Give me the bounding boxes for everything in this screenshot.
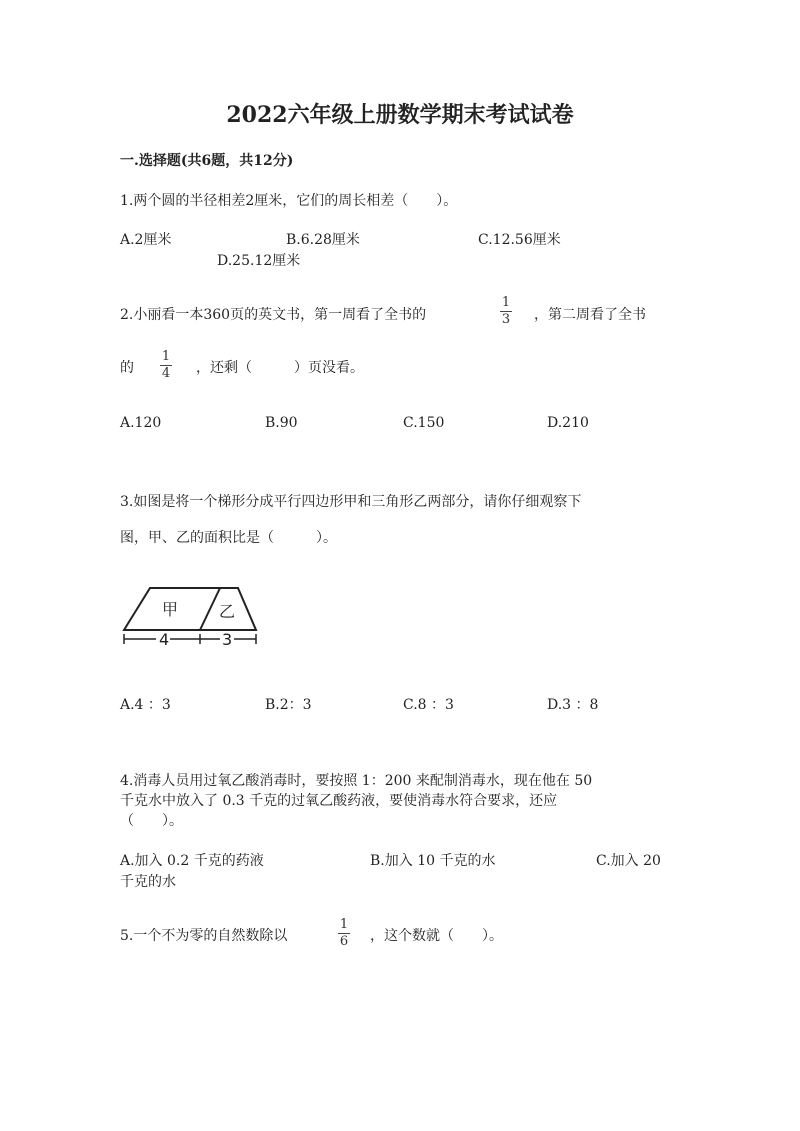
fraction-denominator: 3 xyxy=(501,312,511,327)
q2-fraction-2 xyxy=(160,350,172,381)
question-1-text: 1.两个圆的半径相差2厘米，它们的周长相差（ ）。 xyxy=(120,193,458,209)
question-2-line2-start: 的 xyxy=(120,360,134,376)
q3-option-a: A.4 ：3 xyxy=(120,697,171,713)
q3-option-d: D.3 ：8 xyxy=(547,697,599,713)
fraction-numerator: 1 xyxy=(501,295,511,310)
question-5-start: 5.一个不为零的自然数除以 xyxy=(120,928,288,944)
q3-option-b: B.2：3 xyxy=(265,697,312,713)
question-4-line3: （ ）。 xyxy=(120,813,183,829)
trapezoid-figure xyxy=(120,582,265,652)
question-2-line1-start: 2.小丽看一本360页的英文书，第一周看了全书的 xyxy=(120,307,427,323)
q2-option-a: A.120 xyxy=(120,415,162,431)
question-2-line1-end: ，第二周看了全书 xyxy=(534,307,646,323)
trapezoid-outline xyxy=(124,588,256,630)
fraction-denominator: 4 xyxy=(161,366,171,381)
question-3-line1: 3.如图是将一个梯形分成平行四边形甲和三角形乙两部分，请你仔细观察下 xyxy=(120,494,582,510)
fraction-numerator: 1 xyxy=(161,349,171,364)
question-2-line2-end: ，还剩（ ）页没看。 xyxy=(196,360,364,376)
fraction-numerator: 1 xyxy=(339,917,349,932)
question-3-line2: 图，甲、乙的面积比是（ ）。 xyxy=(120,530,337,546)
shape-label-jia: 甲 xyxy=(162,600,179,619)
q4-option-c: C.加入 20 xyxy=(596,853,661,869)
q3-option-c: C.8 ：3 xyxy=(403,697,454,713)
q2-fraction-1 xyxy=(500,296,512,327)
divider-line xyxy=(200,588,220,630)
section-heading: 一.选择题(共6题，共12分) xyxy=(120,153,294,169)
q4-option-c-continued: 千克的水 xyxy=(120,874,176,890)
q2-option-d: D.210 xyxy=(547,415,589,431)
question-4-line2: 千克水中放入了 0.3 千克的过氧乙酸药液，要使消毒水符合要求，还应 xyxy=(120,793,558,809)
length-label-right: 3 xyxy=(222,630,233,649)
shape-label-yi: 乙 xyxy=(219,602,236,621)
q4-option-b: B.加入 10 千克的水 xyxy=(370,853,496,869)
fraction-denominator: 6 xyxy=(339,934,349,949)
q1-option-a: A.2厘米 xyxy=(120,232,172,248)
q4-option-a: A.加入 0.2 千克的药液 xyxy=(120,853,264,869)
q5-fraction xyxy=(338,918,350,949)
length-label-left: 4 xyxy=(159,630,170,649)
q2-option-b: B.90 xyxy=(265,415,298,431)
q2-option-c: C.150 xyxy=(403,415,445,431)
question-5-end: ，这个数就（ ）。 xyxy=(370,928,503,944)
q1-option-c: C.12.56厘米 xyxy=(478,232,561,248)
question-4-line1: 4.消毒人员用过氧乙酸消毒时，要按照 1：200 来配制消毒水，现在他在 50 xyxy=(120,773,593,789)
page-title: 2022六年级上册数学期末考试试卷 xyxy=(226,102,574,128)
q1-option-b: B.6.28厘米 xyxy=(286,232,360,248)
q1-option-d: D.25.12厘米 xyxy=(217,253,301,269)
